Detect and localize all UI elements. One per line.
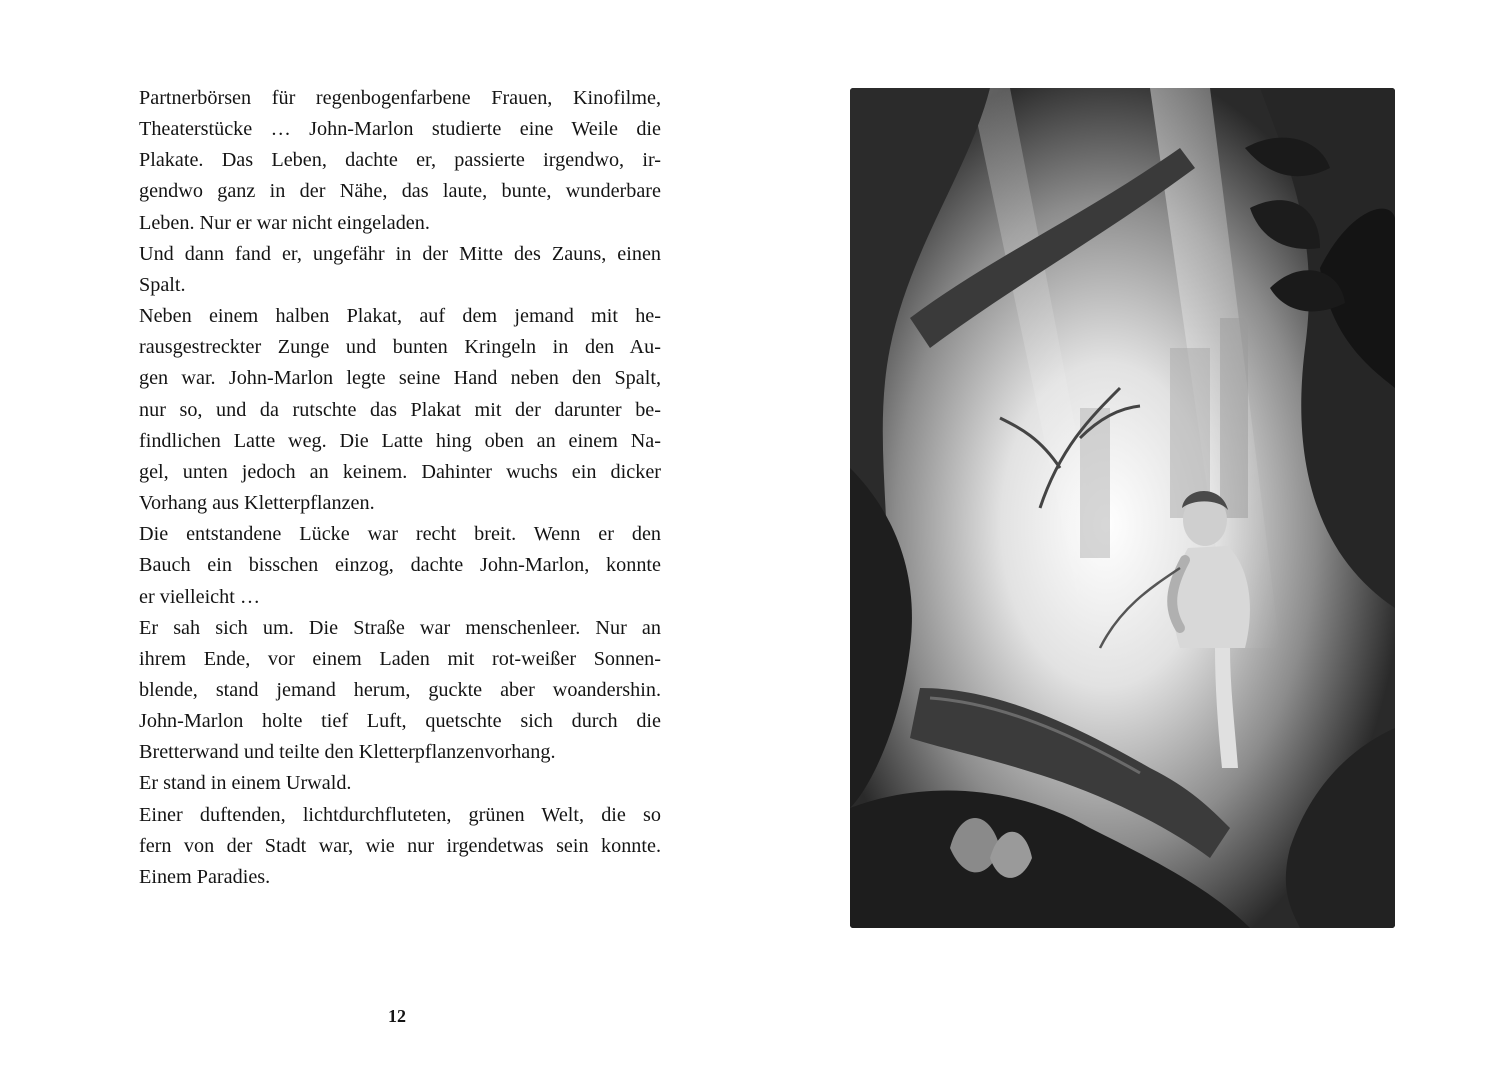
- text-line: rausgestreckter Zunge und bunten Kringeln in den Au-: [139, 336, 661, 359]
- text-line: Neben einem halben Plakat, auf dem jemand mit he-: [139, 305, 661, 328]
- paragraph: [139, 239, 661, 301]
- text-line: blende, stand jemand herum, guckte aber woandershin.: [139, 678, 661, 701]
- text-line: nur so, und da rutschte das Plakat mit der darunter be-: [139, 398, 661, 421]
- text-line: Plakate. Das Leben, dachte er, passierte irgendwo, ir-: [139, 149, 661, 172]
- text-line: findlichen Latte weg. Die Latte hing oben an einem Na-: [139, 429, 661, 452]
- paragraph: [139, 519, 661, 612]
- paragraph: [139, 800, 661, 893]
- page-number: 12: [388, 1006, 406, 1026]
- paragraph: [139, 301, 661, 519]
- paragraph: [139, 613, 661, 769]
- text-line: John-Marlon holte tief Luft, quetschte sich durch die: [139, 710, 661, 733]
- text-line: gel, unten jedoch an keinem. Dahinter wuchs ein dicker: [139, 460, 661, 483]
- text-line: Theaterstücke … John-Marlon studierte eine Weile die: [139, 118, 661, 141]
- text-line: gendwo ganz in der Nähe, das laute, bunte, wunderbare: [139, 180, 661, 203]
- text-line: Bauch ein bisschen einzog, dachte John-Marlon, konnte: [139, 554, 661, 577]
- text-line: Einer duftenden, lichtdurchfluteten, grünen Welt, die so: [139, 803, 661, 826]
- text-line: er vielleicht …: [139, 585, 261, 608]
- text-line: Einem Paradies.: [139, 865, 271, 888]
- text-line: ihrem Ende, vor einem Laden mit rot-weißer Sonnen-: [139, 647, 661, 670]
- text-line: Er sah sich um. Die Straße war menschenleer. Nur an: [139, 616, 661, 639]
- text-line: Leben. Nur er war nicht eingeladen.: [139, 211, 430, 234]
- paragraph: [139, 768, 661, 799]
- text-line: Vorhang aus Kletterpflanzen.: [139, 492, 375, 515]
- body-text: [139, 83, 661, 893]
- text-line: Partnerbörsen für regenbogenfarbene Frauen, Kinofilme,: [139, 87, 661, 109]
- text-line: fern von der Stadt war, wie nur irgendetwas sein konnte.: [139, 834, 661, 857]
- text-line: gen war. John-Marlon legte seine Hand neben den Spalt,: [139, 367, 661, 390]
- text-line: Und dann fand er, ungefähr in der Mitte des Zauns, einen: [139, 242, 661, 265]
- paragraph: [139, 83, 661, 239]
- text-line: Bretterwand und teilte den Kletterpflanzenvorhang.: [139, 741, 556, 764]
- text-line: Die entstandene Lücke war recht breit. Wenn er den: [139, 523, 661, 546]
- text-line: Spalt.: [139, 273, 186, 296]
- text-line: Er stand in einem Urwald.: [139, 772, 352, 795]
- jungle-illustration: [850, 88, 1395, 928]
